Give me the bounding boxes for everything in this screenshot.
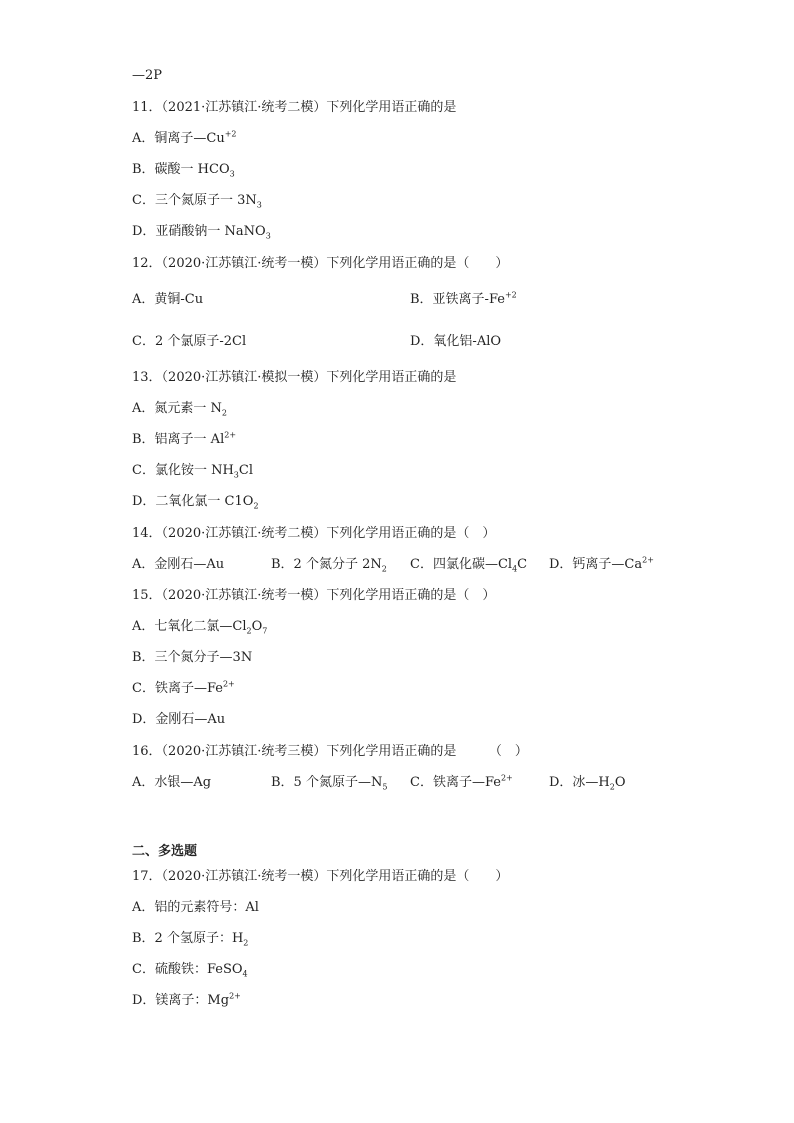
q11-option-c: C．三个氮原子一 $3N_3$	[132, 193, 262, 210]
q16-option-b: B．5 个氮原子$—N_5$	[271, 775, 388, 792]
q13-option-d: D．二氧化氯一 $C1O_2$	[132, 494, 259, 511]
q16-option-a: A．水银—Ag	[132, 775, 212, 790]
question-12-stem: 12．（2020·江苏镇江·统考一模）下列化学用语正确的是（ ）	[132, 256, 509, 271]
q14-option-a: A．金刚石—Au	[132, 557, 225, 572]
q13-option-b: B．铝离子一 $Al^{2+}$	[132, 430, 237, 447]
question-17-stem: 17．（2020·江苏镇江·统考一模）下列化学用语正确的是（ ）	[132, 869, 509, 884]
q17-option-b: B．2 个氢原子：$H_2$	[132, 931, 249, 948]
q11-option-d: D．亚硝酸钠一 NaNO$_3$	[132, 224, 271, 241]
q15-option-b: B．三个氮分子—3N	[132, 650, 253, 665]
q14-option-c: C．四氯化碳$—Cl_4C$	[410, 557, 528, 574]
q12-option-b: B．亚铁离子$-Fe^{+2}$	[410, 290, 517, 307]
header-tail: —2P	[132, 68, 163, 83]
question-15-stem: 15．（2020·江苏镇江·统考一模）下列化学用语正确的是（ ）	[132, 588, 496, 603]
q14-option-b: B．2 个氮分子 $2N_2$	[271, 557, 387, 574]
question-13-stem: 13．（2020·江苏镇江·模拟一模）下列化学用语正确的是	[132, 370, 457, 385]
q17-option-a: A．铝的元素符号：Al	[132, 900, 259, 915]
q16-option-c: C．铁离子$—Fe^{2+}$	[410, 773, 513, 790]
q15-option-c: C．铁离子$—Fe^{2+}$	[132, 679, 235, 696]
q11-option-a: A．铜离子$—Cu^{+2}$	[132, 129, 237, 146]
q17-option-d: D．镁离子：$Mg^{2+}$	[132, 991, 241, 1008]
q13-option-c: C．氯化铵一 $NH_3Cl$	[132, 463, 253, 480]
q12-option-d: D．氧化铝-AlO	[410, 334, 502, 349]
question-14-stem: 14．（2020·江苏镇江·统考二模）下列化学用语正确的是（ ）	[132, 526, 496, 541]
q17-option-c: C．硫酸铁：FeSO$_4$	[132, 962, 248, 979]
section-title-multi-choice: 二、多选题	[132, 844, 198, 859]
q14-option-d: D．钙离子$—Ca^{2+}$	[549, 555, 654, 572]
q13-option-a: A．氮元素一 $N_2$	[132, 401, 227, 418]
question-11-stem: 11．（2021·江苏镇江·统考二模）下列化学用语正确的是	[132, 100, 457, 115]
q15-option-d: D．金刚石—Au	[132, 712, 226, 727]
q16-option-d: D．冰$—H_2O$	[549, 775, 626, 792]
q12-option-a: A．黄铜-Cu	[132, 292, 204, 307]
q15-option-a: A．七氧化二氯$—Cl_2O_7$	[132, 619, 268, 636]
q12-option-c: C．2 个氯原子-2Cl	[132, 334, 247, 349]
question-16-stem: 16．（2020·江苏镇江·统考三模）下列化学用语正确的是 （ ）	[132, 744, 528, 759]
q11-option-b: B．碳酸一 $HCO_3$	[132, 162, 235, 179]
